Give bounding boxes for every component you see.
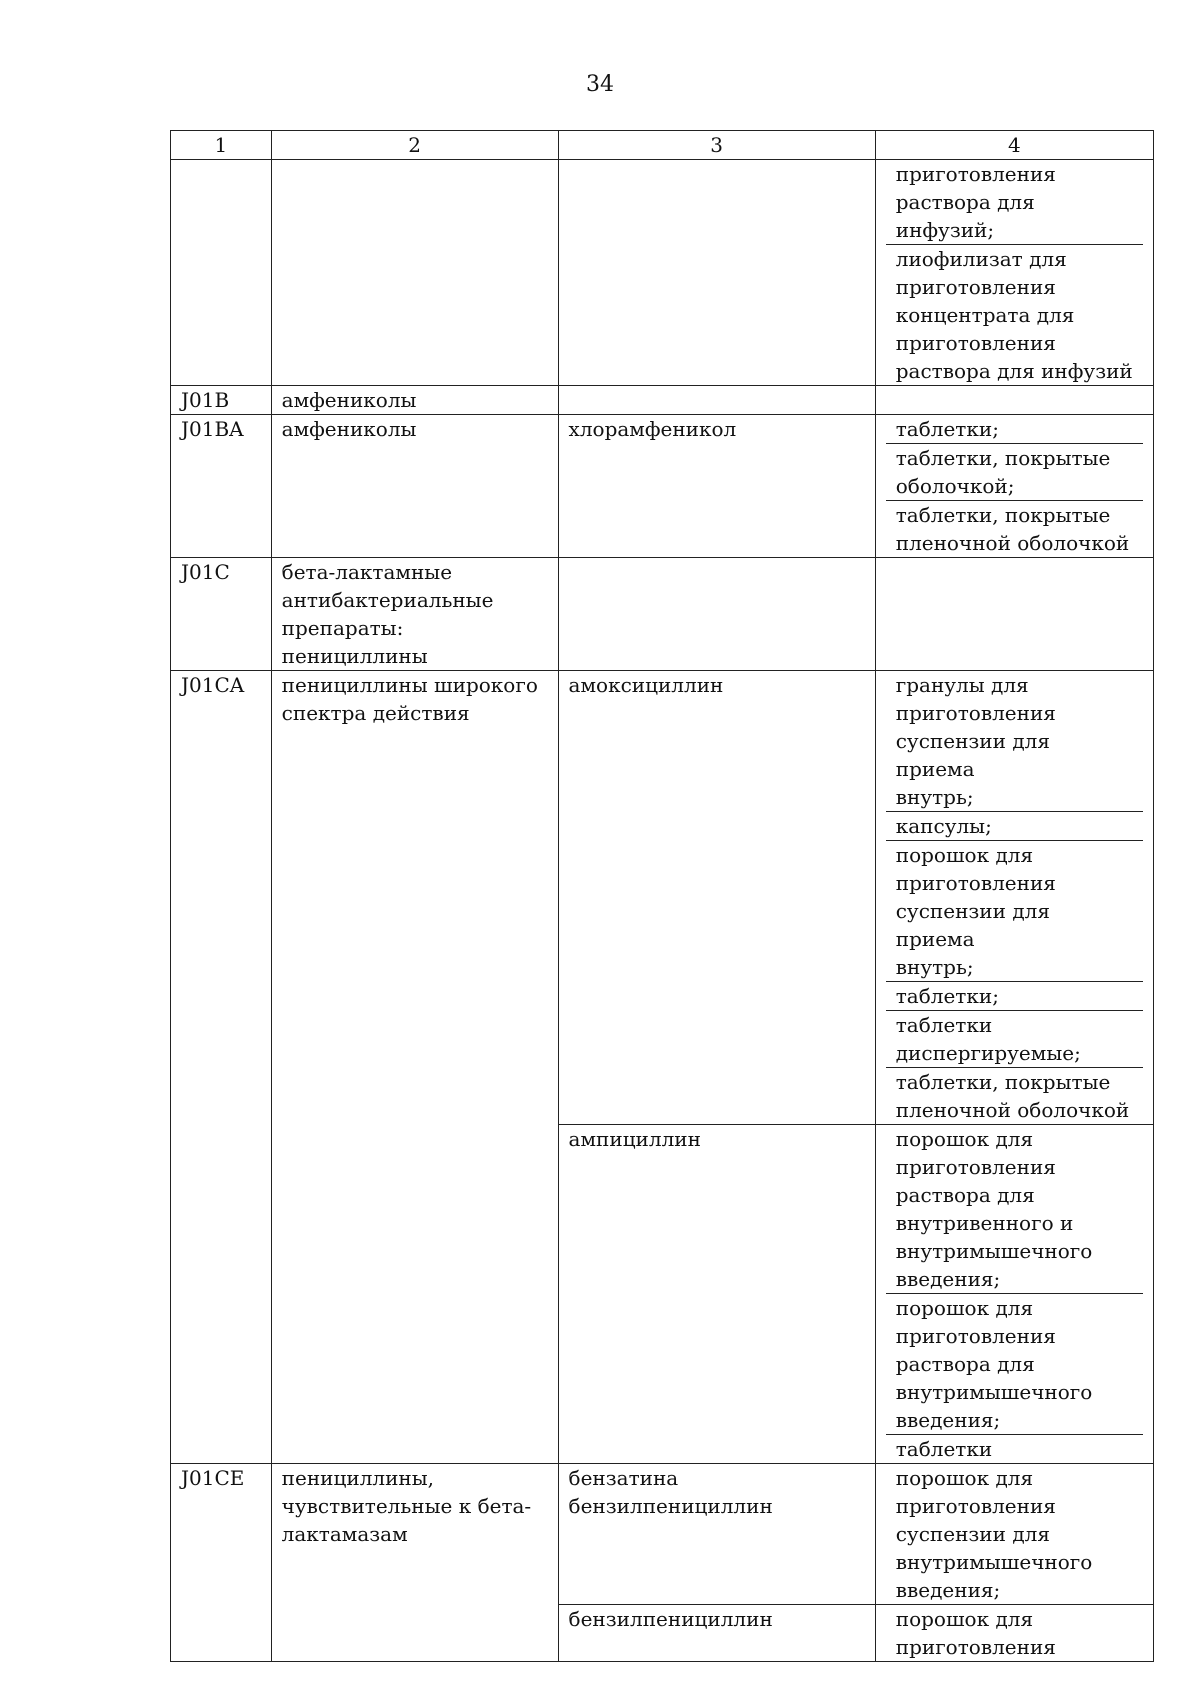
group-name-cell: пенициллины, чувствительные к бета- лактамазам bbox=[271, 1464, 558, 1662]
drug-name-cell bbox=[558, 558, 875, 671]
dosage-form-item: капсулы; bbox=[886, 812, 1143, 841]
group-name-cell: пенициллины широкого спектра действия bbox=[271, 671, 558, 1464]
dosage-forms-cell bbox=[875, 386, 1153, 415]
atc-code-cell: J01B bbox=[171, 386, 272, 415]
dosage-forms-cell bbox=[875, 1464, 1153, 1605]
dosage-forms-cell bbox=[875, 160, 1153, 386]
drug-name-cell: бензатина бензилпенициллин bbox=[558, 1464, 875, 1605]
dosage-forms-cell bbox=[875, 415, 1153, 558]
group-name-cell: амфениколы bbox=[271, 415, 558, 558]
drug-name-cell bbox=[558, 160, 875, 386]
drug-name-cell: ампициллин bbox=[558, 1125, 875, 1464]
dosage-form-item: приготовления раствора для инфузий; bbox=[886, 160, 1143, 245]
dosage-form-item: таблетки диспергируемые; bbox=[886, 1011, 1143, 1068]
table-row bbox=[171, 386, 1154, 415]
atc-code-cell bbox=[171, 160, 272, 386]
dosage-forms-cell bbox=[875, 558, 1153, 671]
table-row bbox=[171, 160, 1154, 386]
dosage-form-item: таблетки, покрытые оболочкой; bbox=[886, 444, 1143, 501]
dosage-forms-cell bbox=[875, 1125, 1153, 1464]
drug-name-cell bbox=[558, 386, 875, 415]
dosage-form-item: таблетки bbox=[895, 1437, 993, 1461]
page-number: 34 bbox=[586, 72, 614, 97]
drug-name-cell: амоксициллин bbox=[558, 671, 875, 1125]
atc-code-cell: J01BA bbox=[171, 415, 272, 558]
dosage-form-item: таблетки; bbox=[886, 982, 1143, 1011]
drug-name-cell: хлорамфеникол bbox=[558, 415, 875, 558]
dosage-forms-cell bbox=[875, 671, 1153, 1125]
dosage-form-item: порошок для приготовления суспензии для приема внутрь; bbox=[886, 841, 1143, 982]
atc-code-cell: J01C bbox=[171, 558, 272, 671]
atc-code-cell: J01CA bbox=[171, 671, 272, 1464]
dosage-form-item: таблетки, покрытые пленочной оболочкой bbox=[895, 1070, 1130, 1122]
dosage-forms-cell bbox=[875, 1605, 1153, 1662]
dosage-form-item: порошок для приготовления bbox=[895, 1607, 1056, 1659]
dosage-form-item bbox=[886, 558, 1143, 584]
group-name-cell: бета-лактамные антибактериальные препараты: пенициллины bbox=[271, 558, 558, 671]
drug-name-cell: бензилпенициллин bbox=[558, 1605, 875, 1662]
dosage-form-item: порошок для приготовления раствора для внутримышечного введения; bbox=[886, 1294, 1143, 1435]
dosage-form-item: таблетки; bbox=[886, 415, 1143, 444]
table-body bbox=[171, 160, 1154, 1662]
table-row bbox=[171, 415, 1154, 558]
dosage-form-item: лиофилизат для приготовления концентрата для приготовления раствора для инфузий bbox=[895, 247, 1133, 383]
drug-table bbox=[170, 130, 1154, 1662]
table-row bbox=[171, 1464, 1154, 1605]
dosage-form-item: таблетки, покрытые пленочной оболочкой bbox=[895, 503, 1130, 555]
dosage-form-item: гранулы для приготовления суспензии для приема внутрь; bbox=[886, 671, 1143, 812]
atc-code-cell: J01CE bbox=[171, 1464, 272, 1662]
dosage-form-item bbox=[886, 386, 1143, 412]
dosage-form-item: порошок для приготовления раствора для внутривенного и внутримышечного введения; bbox=[886, 1125, 1143, 1294]
dosage-form-item: порошок для приготовления суспензии для внутримышечного введения; bbox=[895, 1466, 1093, 1602]
column-header-4: 4 bbox=[875, 131, 1153, 160]
group-name-cell bbox=[271, 160, 558, 386]
column-header-2: 2 bbox=[271, 131, 558, 160]
table-row bbox=[171, 671, 1154, 1125]
column-header-3: 3 bbox=[558, 131, 875, 160]
table-row bbox=[171, 558, 1154, 671]
group-name-cell: амфениколы bbox=[271, 386, 558, 415]
table-header-row bbox=[171, 131, 1154, 160]
column-header-1: 1 bbox=[171, 131, 272, 160]
